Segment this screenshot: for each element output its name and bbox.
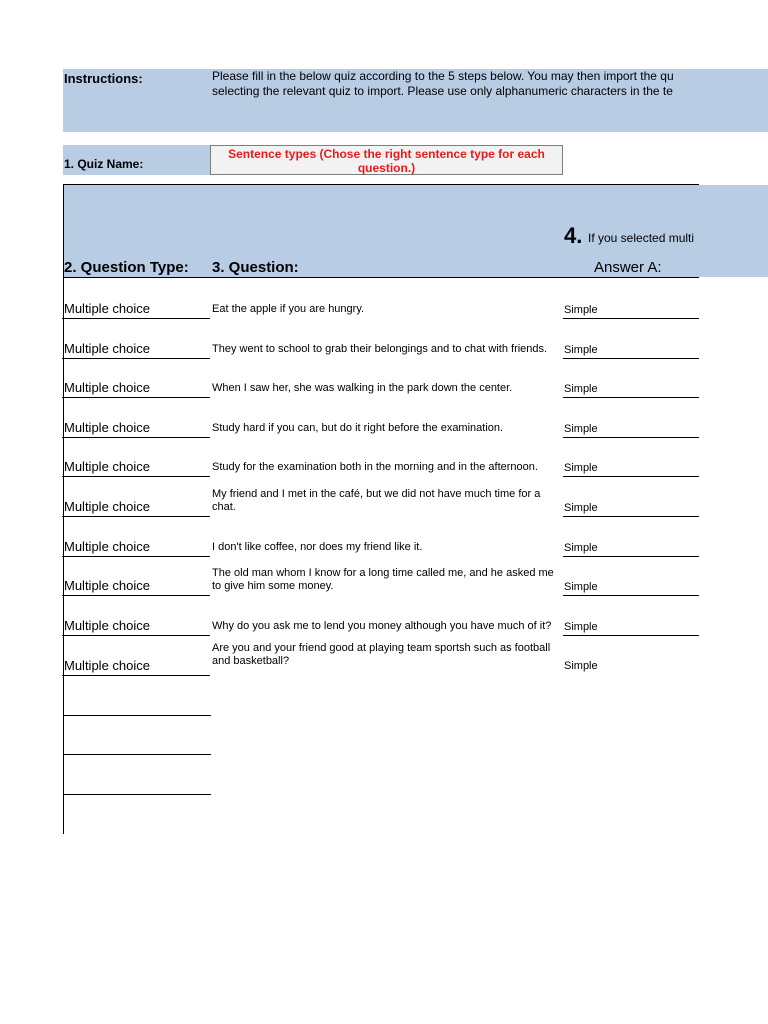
step4-number: 4. (564, 223, 583, 248)
instructions-label: Instructions: (64, 71, 143, 86)
answer-a-cell[interactable]: Simple (564, 462, 598, 474)
question-cell[interactable]: They went to school to grab their belongings and to chat with friends. (212, 343, 548, 355)
empty-row-underline (63, 794, 211, 795)
question-cell[interactable]: Study hard if you can, but do it right before the examination. (212, 422, 504, 434)
answer-a-cell[interactable]: Simple (564, 581, 598, 593)
table-row (64, 477, 768, 517)
question-cell[interactable]: Study for the examination both in the morning and in the afternoon. (212, 461, 538, 473)
answer-a-cell[interactable]: Simple (564, 502, 598, 514)
table-row (64, 437, 768, 477)
empty-row-underline (63, 715, 211, 716)
instructions-line-2: selecting the relevant quiz to import. Please use only alphanumeric characters in the te (212, 84, 673, 98)
quiz-name-field[interactable]: Sentence types (Chose the right sentence type for each question.) (210, 145, 563, 175)
answer-a-header: Answer A: (594, 259, 662, 276)
answer-a-cell[interactable]: Simple (564, 660, 598, 672)
table-row (64, 279, 768, 319)
header-top-border (63, 184, 699, 185)
question-cell[interactable]: When I saw her, she was walking in the park down the center. (212, 382, 513, 394)
question-type-cell[interactable]: Multiple choice (64, 499, 150, 514)
question-type-header: 2. Question Type: (64, 259, 189, 276)
question-header: 3. Question: (212, 259, 299, 276)
question-type-cell[interactable]: Multiple choice (64, 578, 150, 593)
question-type-cell[interactable]: Multiple choice (64, 301, 150, 316)
answer-a-cell[interactable]: Simple (564, 621, 598, 633)
header-bottom-border (63, 277, 699, 278)
table-row (64, 319, 768, 359)
question-type-cell[interactable]: Multiple choice (64, 539, 150, 554)
table-row (64, 517, 768, 557)
answer-a-cell[interactable]: Simple (564, 542, 598, 554)
question-cell[interactable]: The old man whom I know for a long time called me, and he asked me to give him some money. (212, 567, 554, 592)
answer-a-cell[interactable]: Simple (564, 383, 598, 395)
answer-a-cell[interactable]: Simple (564, 304, 598, 316)
question-type-cell[interactable]: Multiple choice (64, 618, 150, 633)
question-type-cell[interactable]: Multiple choice (64, 420, 150, 435)
question-cell[interactable]: Eat the apple if you are hungry. (212, 303, 365, 315)
question-cell[interactable]: I don't like coffee, nor does my friend like it. (212, 541, 423, 553)
empty-row-underline (63, 754, 211, 755)
question-type-cell[interactable]: Multiple choice (64, 380, 150, 395)
table-row (64, 358, 768, 398)
question-type-underline (62, 675, 210, 676)
question-type-cell[interactable]: Multiple choice (64, 341, 150, 356)
table-row (64, 398, 768, 438)
step4-text: If you selected multi (588, 231, 695, 245)
question-cell[interactable]: My friend and I met in the café, but we did not have much time for a chat. (212, 488, 541, 513)
question-cell[interactable]: Are you and your friend good at playing team sportsh such as football and basketball? (212, 642, 551, 667)
answer-a-cell[interactable]: Simple (564, 344, 598, 356)
table-row (64, 636, 768, 676)
question-type-cell[interactable]: Multiple choice (64, 459, 150, 474)
quiz-name-label: 1. Quiz Name: (64, 157, 144, 171)
question-type-cell[interactable]: Multiple choice (64, 658, 150, 673)
instructions-line-1: Please fill in the below quiz according to the 5 steps below. You may then import the qu (212, 69, 674, 83)
table-row (64, 596, 768, 636)
instructions-text (212, 69, 674, 99)
question-cell[interactable]: Why do you ask me to lend you money although you have much of it? (212, 620, 552, 632)
answer-a-cell[interactable]: Simple (564, 423, 598, 435)
table-row (64, 556, 768, 596)
